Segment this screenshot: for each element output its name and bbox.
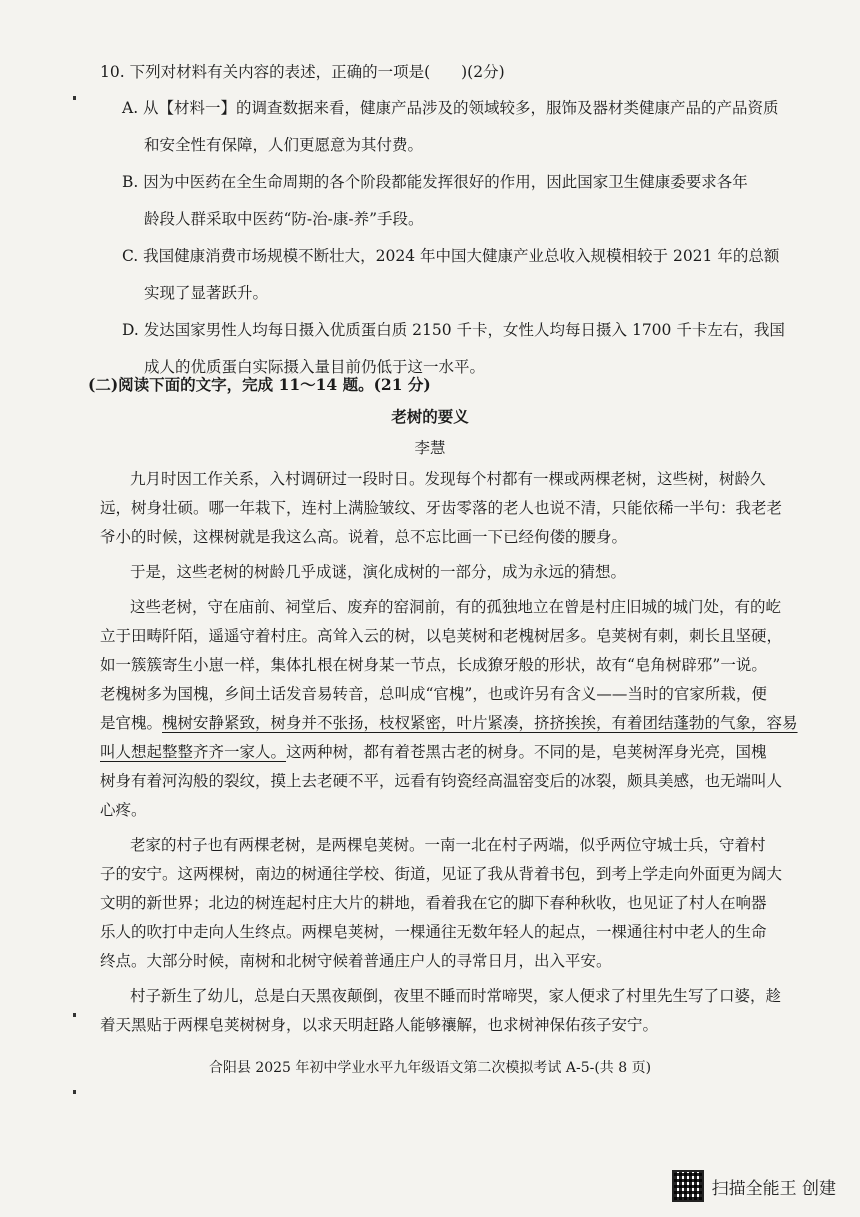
underlined-sentence: 槐树安静紧致，树身并不张扬，枝杈紧密，叶片紧凑，挤挤挨挨，有着团结蓬勃的气象，容易 (162, 714, 798, 732)
text-line: 乐人的吹打中走向人生终点。两棵皂荚树，一棵通往无数年轻人的起点，一棵通往村中老人的生命 (100, 923, 767, 941)
question-10 (100, 62, 790, 394)
qr-code-icon (672, 1170, 704, 1202)
option-line: C. 我国健康消费市场规模不断壮大，2024 年中国大健康产业总收入规模相较于 2021 年的总额 (122, 247, 780, 265)
text-line: 于是，这些老树的树龄几乎成谜，演化成树的一部分，成为永远的猜想。 (130, 563, 627, 581)
text-line: 立于田畴阡陌，遥遥守着村庄。高耸入云的树，以皂荚树和老槐树居多。皂荚树有刺，刺长且坚硬， (100, 627, 783, 645)
paragraph-5 (100, 982, 790, 1040)
article-author: 李慧 (414, 439, 446, 457)
option-line: A. 从【材料一】的调查数据来看，健康产品涉及的领域较多，服饰及器材类健康产品的产品资质 (122, 99, 779, 117)
option-d (100, 320, 790, 377)
text-line: 终点。大部分时候，南树和北树守候着普通庄户人的寻常日月，出入平安。 (100, 952, 612, 970)
text-line: 爷小的时候，这棵树就是我这么高。说着，总不忘比画一下已经佝偻的腰身。 (100, 528, 628, 546)
section-heading: (二)阅读下面的文字，完成 11～14 题。(21 分) (88, 375, 431, 394)
text-segment: 这两种树，都有着苍黑古老的树身。不同的是，皂荚树浑身光亮，国槐 (286, 743, 767, 761)
option-line: 实现了显著跃升。 (144, 284, 269, 302)
text-segment: 是官槐。 (100, 714, 163, 732)
scanner-watermark (672, 1170, 836, 1202)
text-line: 文明的新世界；北边的树连起村庄大片的耕地，看着我在它的脚下春种秋收，也见证了村人在响器 (100, 894, 767, 912)
text-line: 子的安宁。这两棵树，南边的树通往学校、街道，见证了我从背着书包，到考上学走向外面更为阔大 (100, 865, 783, 883)
text-line: 九月时因工作关系，入村调研过一段时日。发现每个村都有一棵或两棵老树，这些树，树龄久 (130, 470, 766, 488)
watermark-text: 扫描全能王 创建 (711, 1178, 836, 1199)
option-line: B. 因为中医药在全生命周期的各个阶段都能发挥很好的作用，因此国家卫生健康委要求各年 (122, 173, 748, 191)
text-line: 老槐树多为国槐，乡间土话发音易转音，总叫成“官槐”，也或许另有含义——当时的官家所栽，便 (100, 685, 767, 703)
question-stem: 10. 下列对材料有关内容的表述，正确的一项是( )(2分) (100, 63, 505, 81)
article-title: 老树的要义 (391, 407, 469, 426)
option-line: 和安全性有保障，人们更愿意为其付费。 (144, 136, 424, 154)
text-line: 这些老树，守在庙前、祠堂后、废弃的窑洞前，有的孤独地立在曾是村庄旧城的城门处，有的屹 (130, 598, 782, 616)
paragraph-2 (100, 558, 790, 587)
scan-speck (73, 96, 76, 100)
option-line: D. 发达国家男性人均每日摄入优质蛋白质 2150 千卡，女性人均每日摄入 1700 千卡左右，我国 (122, 321, 785, 339)
option-b (100, 172, 790, 229)
text-line: 远，树身壮硕。哪一年栽下，连村上满脸皱纹、牙齿零落的老人也说不清，只能依稀一半句：我老老 (100, 499, 783, 517)
text-line: 如一簇簇寄生小崽一样，集体扎根在树身某一节点，长成獠牙般的形状，故有“皂角树辟邪”一说。 (100, 656, 767, 674)
paragraph-1 (100, 465, 790, 552)
option-c (100, 246, 790, 303)
page-footer: 合阳县 2025 年初中学业水平九年级语文第二次模拟考试 A-5-(共 8 页) (208, 1060, 652, 1076)
option-line: 成人的优质蛋白实际摄入量目前仍低于这一水平。 (144, 358, 486, 376)
text-line (100, 709, 798, 738)
underlined-sentence: 叫人想起整整齐齐一家人。 (100, 743, 287, 761)
paragraph-3 (100, 593, 798, 825)
option-line: 龄段人群采取中医药“防-治-康-养”手段。 (144, 210, 424, 228)
text-line: 老家的村子也有两棵老树，是两棵皂荚树。一南一北在村子两端，似乎两位守城士兵，守着村 (130, 836, 766, 854)
paragraph-4 (100, 831, 790, 976)
option-a (100, 98, 790, 155)
text-line: 着天黑贴于两棵皂荚树树身，以求天明赶路人能够禳解，也求树神保佑孩子安宁。 (100, 1016, 659, 1034)
text-line: 树身有着河沟般的裂纹，摸上去老硬不平，远看有钧瓷经高温窑变后的冰裂，颇具美感，也无端叫人 (100, 772, 783, 790)
text-line (100, 738, 790, 767)
article-body (100, 465, 798, 1046)
text-line: 心疼。 (100, 801, 147, 819)
text-line: 村子新生了幼儿，总是白天黑夜颠倒，夜里不睡而时常啼哭，家人便求了村里先生写了口婆，趁 (130, 987, 782, 1005)
scan-speck (73, 1090, 76, 1094)
scan-speck (73, 1013, 76, 1017)
